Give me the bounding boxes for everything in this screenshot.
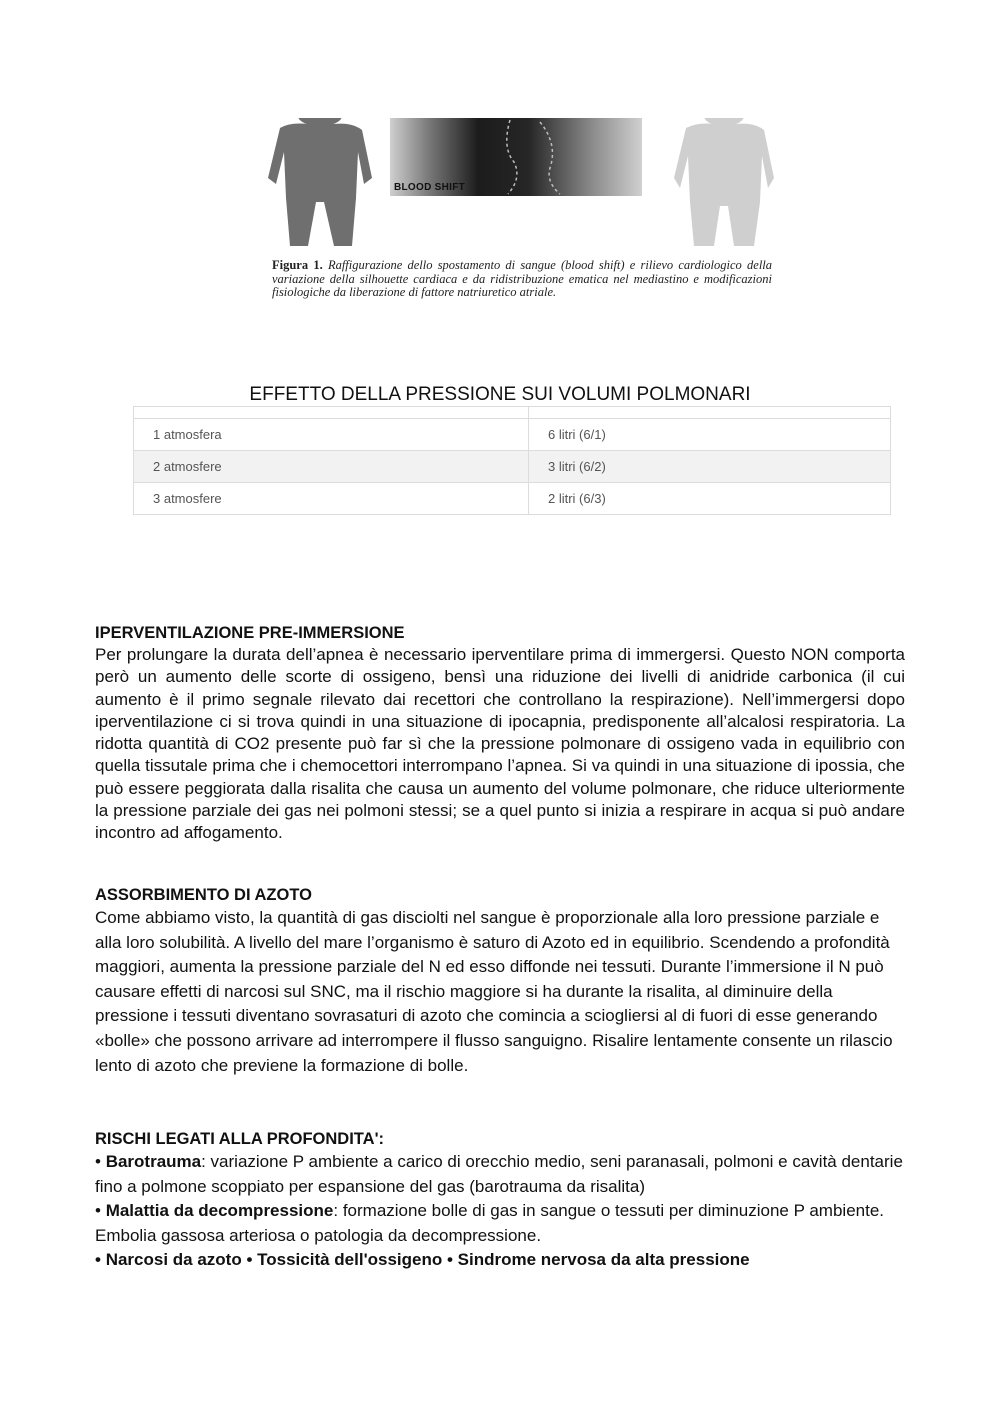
volume-cell: 2 litri (6/3) bbox=[529, 483, 891, 515]
pressure-cell: 3 atmosfere bbox=[134, 483, 529, 515]
table-title: EFFETTO DELLA PRESSIONE SUI VOLUMI POLMONARI bbox=[249, 384, 751, 405]
hpns-term: Sindrome nervosa da alta pressione bbox=[457, 1250, 750, 1270]
left-body-silhouette bbox=[268, 118, 372, 246]
nitrogen-section bbox=[95, 884, 905, 1078]
hyperventilation-section bbox=[95, 622, 905, 845]
pressure-volume-table bbox=[133, 406, 891, 515]
decompression-term: Malattia da decompressione bbox=[105, 1201, 334, 1221]
caption-text: Raffigurazione dello spostamento di sangue (blood shift) e rilievo cardiologico della variazione della silhouette cardiaca e da ridistribuzione ematica nel mediastino e modificazioni fisiologiche da liberazione di fattore natriuretico atriale. bbox=[272, 258, 773, 299]
barotrauma-text: : variazione P ambiente a carico di orecchio medio, seni paranasali, polmoni e cavità dentarie fino a polmone scoppiato per espansione del gas (barotrauma da risalita) bbox=[95, 1152, 903, 1196]
section-title: RISCHI LEGATI ALLA PROFONDITA': bbox=[95, 1130, 384, 1148]
barotrauma-item: • Barotrauma: variazione P ambiente a carico di orecchio medio, seni paranasali, polmoni e cavità dentarie fino a polmone scoppiato per espansione del gas (barotrauma da risalita) bbox=[95, 1152, 903, 1196]
oxygen-toxicity-term: Tossicità dell'ossigeno bbox=[257, 1250, 443, 1270]
barotrauma-term: Barotrauma bbox=[105, 1152, 202, 1171]
blood-shift-figure bbox=[258, 118, 788, 248]
table-header-strip bbox=[134, 407, 891, 419]
pressure-cell: 1 atmosfera bbox=[134, 419, 529, 451]
table-row bbox=[134, 483, 891, 515]
decompression-item: • Malattia da decompressione: formazione bolle di gas in sangue o tessuti per diminuzione P ambiente. Embolia gassosa arteriosa o patologia da decompressione. bbox=[95, 1201, 884, 1245]
section-body: Come abbiamo visto, la quantità di gas disciolti nel sangue è proporzionale alla loro pressione parziale e alla loro solubilità. A livello del mare l’organismo è saturo di Azoto ed in equilibrio. Scendendo a profondità maggiori, aumenta la pressione parziale del N ed esso diffonde nei tessuti. Durante l’immersione il N può causare effetti di narcosi sul SNC, ma il rischio maggiore si ha durante la risalita, al diminuire della pressione i tessuti diventano sovrasaturi di azoto che comincia a sciogliersi al di fuori di esse generando «bolle» che possono arrivare ad interrompere il flusso sanguigno. Risalire lentamente consente un rilascio lento di azoto che previene la formazione di bolle. bbox=[95, 908, 893, 1075]
table-row bbox=[134, 419, 891, 451]
volume-cell: 6 litri (6/1) bbox=[529, 419, 891, 451]
section-title: IPERVENTILAZIONE PRE-IMMERSIONE bbox=[95, 624, 405, 642]
xray-label: BLOOD SHIFT bbox=[394, 182, 466, 193]
caption-prefix: Figura 1. bbox=[272, 258, 323, 272]
narcosis-term: Narcosi da azoto bbox=[105, 1250, 242, 1270]
pressure-cell: 2 atmosfere bbox=[134, 451, 529, 483]
risks-section bbox=[95, 1128, 905, 1273]
other-risks-item: • Narcosi da azoto • Tossicità dell'ossigeno • Sindrome nervosa da alta pressione bbox=[95, 1250, 750, 1270]
section-title: ASSORBIMENTO DI AZOTO bbox=[95, 886, 312, 904]
volume-cell: 3 litri (6/2) bbox=[529, 451, 891, 483]
right-body-silhouette bbox=[674, 118, 774, 246]
figure-caption bbox=[272, 259, 772, 300]
section-body: Per prolungare la durata dell’apnea è necessario iperventilare prima di immergersi. Questo NON comporta però un aumento delle scorte di ossigeno, bensì una riduzione dei livelli di anidride carbonica (il cui aumento è il primo segnale rilevato dai recettori che controllano la respirazione). Nell’immergersi dopo iperventilazione ci si trova quindi in una situazione di ipocapnia, predisponente all’alcalosi respiratoria. La ridotta quantità di CO2 presente può far sì che la pressione polmonare di ossigeno vada in equilibrio con quella tissutale prima che i chemocettori interrompano l’apnea. Si va quindi in una situazione di ipossia, che può essere peggiorata dalla risalita che causa un aumento del volume polmonare, che riduce ulteriormente la pressione parziale dei gas nei polmoni stessi; se a quel punto si inizia a respirare in acqua si può andare incontro ad affogamento. bbox=[95, 645, 905, 843]
decompression-text: : formazione bolle di gas in sangue o tessuti per diminuzione P ambiente. Embolia gassosa arteriosa o patologia da decompressione. bbox=[95, 1201, 884, 1245]
table-row bbox=[134, 451, 891, 483]
